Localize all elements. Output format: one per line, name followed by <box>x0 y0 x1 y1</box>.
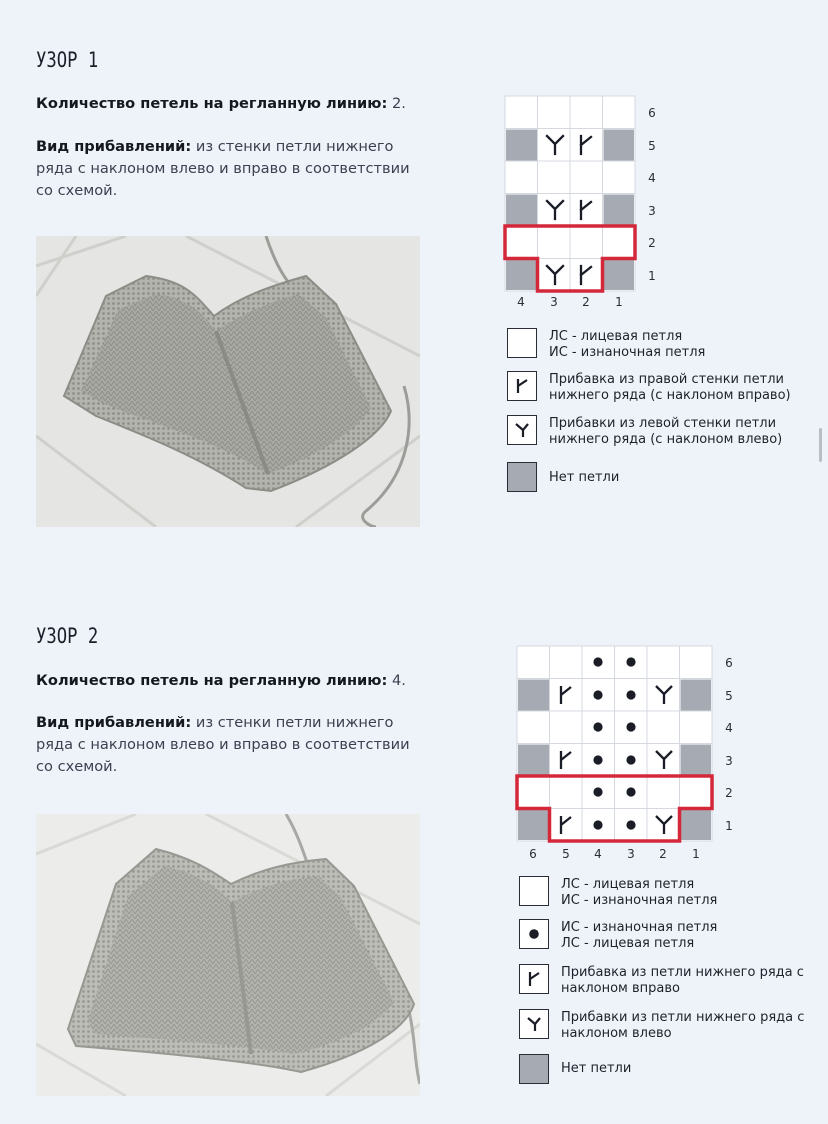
empty-cell-icon <box>519 876 549 906</box>
legend-text: ИС - изнаночная петля <box>549 344 706 360</box>
no-stitch-cell <box>506 195 537 226</box>
left-increase-icon <box>519 1009 549 1039</box>
purl-dot-icon <box>626 690 635 699</box>
pattern2-count-value: 4. <box>391 672 406 689</box>
col-number: 6 <box>529 847 537 861</box>
no-stitch-cell <box>518 680 549 711</box>
legend-text: Прибавки из петли нижнего ряда с <box>561 1010 805 1025</box>
pattern2-count-label: Количество петель на регланную линию: <box>36 672 388 689</box>
col-number: 1 <box>692 847 700 861</box>
no-stitch-cell <box>681 810 712 841</box>
legend-text: Нет петли <box>549 470 620 485</box>
no-stitch-cell <box>604 195 635 226</box>
no-stitch-icon <box>507 462 537 492</box>
legend-text: ЛС - лицевая петля <box>561 935 695 951</box>
purl-dot-icon <box>593 690 602 699</box>
no-stitch-cell <box>604 260 635 291</box>
row-number: 5 <box>648 139 656 153</box>
legend-text: ЛС - лицевая петля <box>561 877 695 892</box>
purl-dot-icon <box>626 755 635 764</box>
pattern2-legend-right-increase <box>519 964 804 996</box>
pattern2-increase-description <box>36 712 421 778</box>
purl-dot-icon <box>626 820 635 829</box>
purl-dot-icon <box>593 755 602 764</box>
pattern2-legend-left-increase <box>519 1009 804 1041</box>
pattern1-count-value: 2. <box>391 95 406 112</box>
right-increase-icon <box>507 371 537 401</box>
pattern1-legend-no-stitch <box>507 462 619 492</box>
col-number: 3 <box>550 295 558 309</box>
legend-text: Прибавки из левой стенки петли <box>549 416 777 431</box>
pattern2-legend-purl-dot <box>519 919 717 951</box>
pattern2-legend-no-stitch <box>519 1054 631 1084</box>
empty-cell-icon <box>507 328 537 358</box>
no-stitch-cell <box>518 745 549 776</box>
legend-text: нижнего ряда (с наклоном влево) <box>549 431 783 447</box>
purl-dot-icon <box>626 657 635 666</box>
no-stitch-cell <box>506 130 537 161</box>
pattern1-inc-label: Вид прибавлений: <box>36 138 192 155</box>
legend-text: нижнего ряда (с наклоном вправо) <box>549 387 791 403</box>
purl-dot-icon <box>593 820 602 829</box>
legend-text: наклоном влево <box>561 1025 672 1041</box>
no-stitch-cell <box>681 745 712 776</box>
pattern2-knitted-photo <box>36 814 420 1096</box>
purl-dot-icon <box>519 919 549 949</box>
no-stitch-cell <box>604 130 635 161</box>
row-number: 6 <box>648 106 656 120</box>
pattern1-legend-left-increase <box>507 415 782 447</box>
legend-text: ИС - изнаночная петля <box>561 920 718 935</box>
col-number: 3 <box>627 847 635 861</box>
row-number: 2 <box>725 786 733 800</box>
legend-text: Нет петли <box>561 1061 632 1076</box>
pattern1-stitch-count <box>36 93 436 115</box>
purl-dot-icon <box>593 722 602 731</box>
pattern1-inc-text: из стенки петли нижнего ряда с наклоном влево и вправо в соответствии со схемой. <box>36 138 410 199</box>
row-number: 4 <box>648 171 656 185</box>
row-number: 5 <box>725 689 733 703</box>
purl-dot-icon <box>626 722 635 731</box>
pattern2-stitch-count <box>36 670 436 692</box>
legend-text: ИС - изнаночная петля <box>561 892 718 908</box>
no-stitch-cell <box>681 680 712 711</box>
row-number: 6 <box>725 656 733 670</box>
row-number: 3 <box>648 204 656 218</box>
legend-text: наклоном вправо <box>561 980 680 996</box>
no-stitch-cell <box>506 260 537 291</box>
purl-dot-icon <box>593 787 602 796</box>
legend-text: Прибавка из петли нижнего ряда с <box>561 965 804 980</box>
pattern2-title: УЗОР 2 <box>36 624 99 648</box>
pattern1-chart <box>505 96 665 311</box>
col-number: 4 <box>517 295 525 309</box>
legend-text: ЛС - лицевая петля <box>549 329 683 344</box>
pattern1-increase-description <box>36 136 421 202</box>
row-number: 3 <box>725 754 733 768</box>
purl-dot-icon <box>593 657 602 666</box>
legend-text: Прибавка из правой стенки петли <box>549 372 784 387</box>
col-number: 2 <box>659 847 667 861</box>
pattern1-legend-right-increase <box>507 371 791 403</box>
no-stitch-icon <box>519 1054 549 1084</box>
no-stitch-cell <box>518 810 549 841</box>
col-number: 4 <box>594 847 602 861</box>
col-number: 1 <box>615 295 623 309</box>
pattern2-legend-knit-purl <box>519 876 717 908</box>
scrollbar[interactable] <box>819 428 822 462</box>
pattern2-chart <box>517 646 747 866</box>
right-increase-icon <box>519 964 549 994</box>
row-number: 1 <box>725 819 733 833</box>
pattern1-legend-knit-purl <box>507 328 705 360</box>
left-increase-icon <box>507 415 537 445</box>
pattern2-inc-text: из стенки петли нижнего ряда с наклоном влево и вправо в соответствии со схемой. <box>36 714 410 775</box>
row-number: 2 <box>648 236 656 250</box>
pattern1-count-label: Количество петель на регланную линию: <box>36 95 388 112</box>
col-number: 2 <box>582 295 590 309</box>
pattern1-title: УЗОР 1 <box>36 48 99 72</box>
col-number: 5 <box>562 847 570 861</box>
pattern2-inc-label: Вид прибавлений: <box>36 714 192 731</box>
purl-dot-icon <box>626 787 635 796</box>
pattern1-knitted-photo <box>36 236 420 527</box>
row-number: 1 <box>648 269 656 283</box>
row-number: 4 <box>725 721 733 735</box>
